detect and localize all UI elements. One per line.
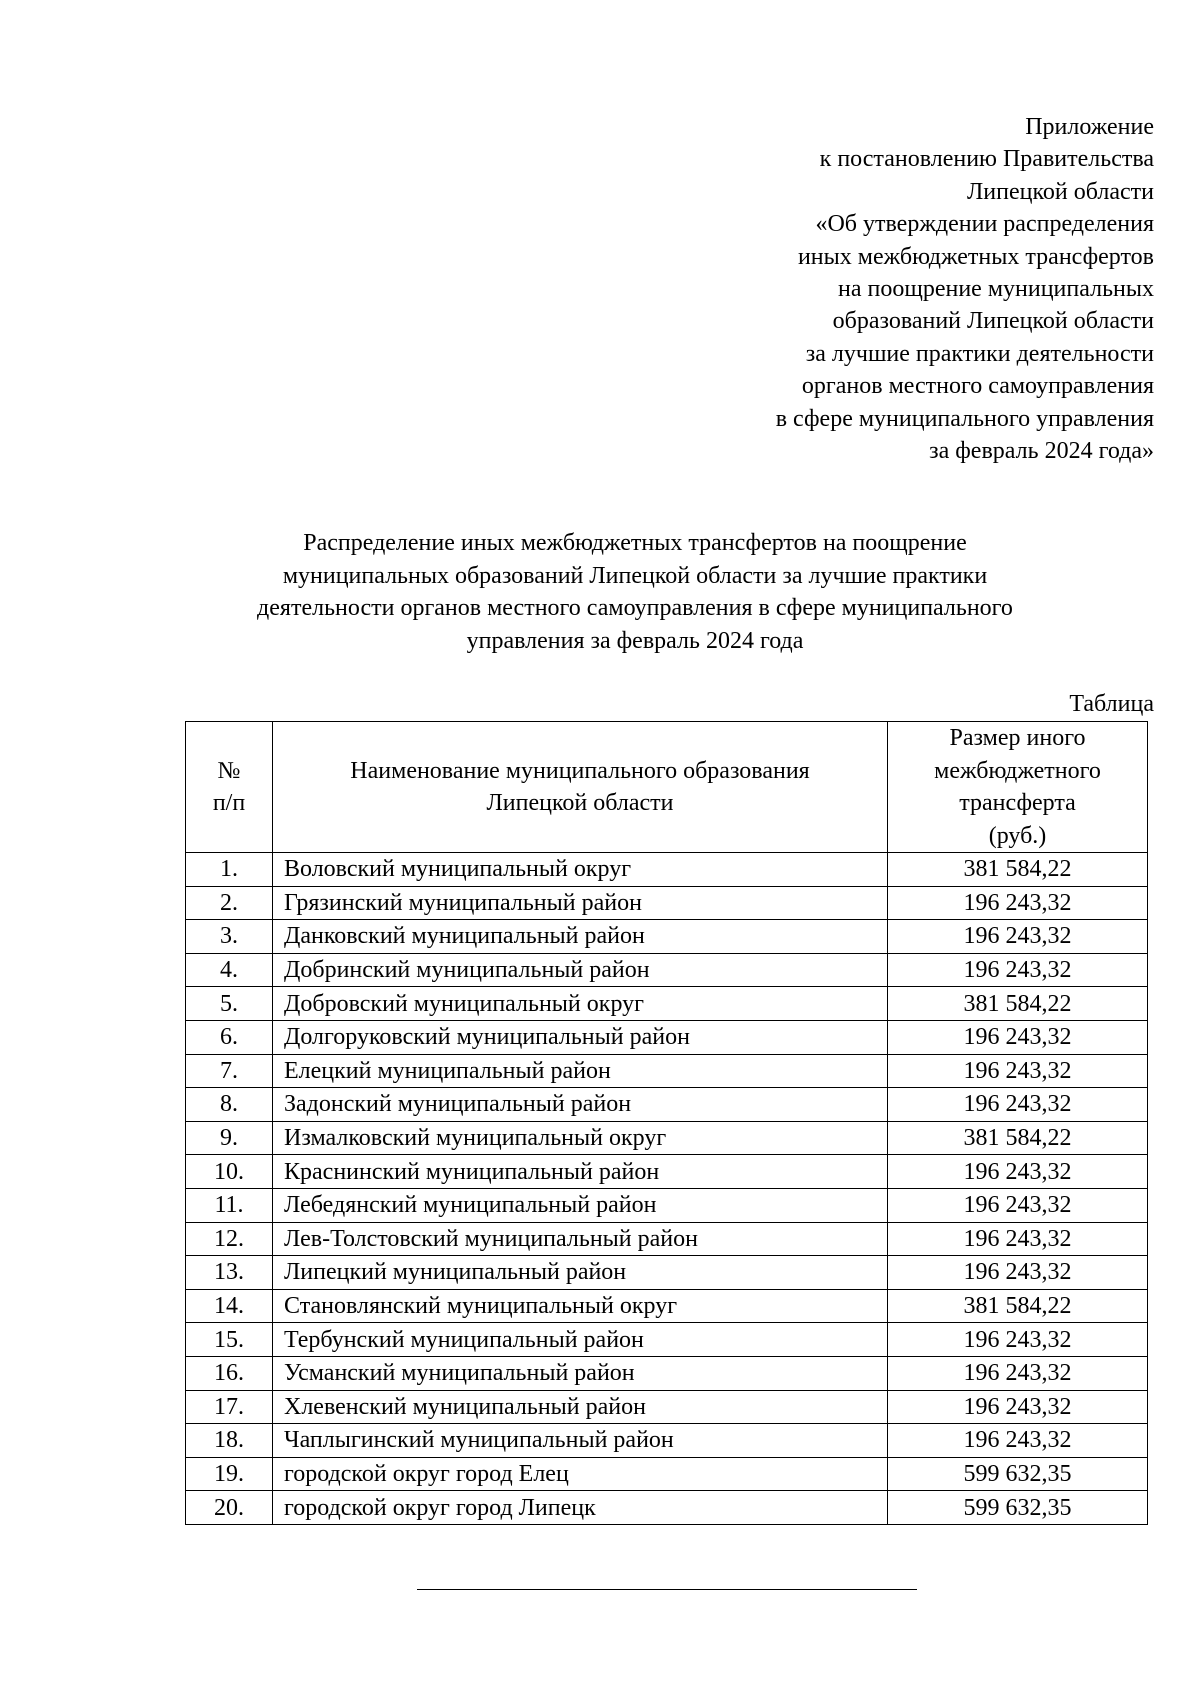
appendix-line: органов местного самоуправления (801, 373, 1154, 400)
municipality-name: Измалковский муниципальный округ (273, 1121, 888, 1155)
transfer-amount: 196 243,32 (888, 1356, 1148, 1390)
row-number: 1. (186, 853, 273, 887)
table-row (186, 1390, 1148, 1424)
table-row (186, 1323, 1148, 1357)
table-row (186, 1121, 1148, 1155)
header-line: Липецкой области (486, 790, 674, 816)
table-row (186, 1424, 1148, 1458)
municipality-name: Хлевенский муниципальный район (273, 1390, 888, 1424)
table-row (186, 953, 1148, 987)
municipality-name: Чаплыгинский муниципальный район (273, 1424, 888, 1458)
table-row (186, 1222, 1148, 1256)
title-line: Распределение иных межбюджетных трансфертов на поощрение (303, 530, 967, 556)
transfer-amount: 381 584,22 (888, 1121, 1148, 1155)
transfer-amount: 196 243,32 (888, 1020, 1148, 1054)
table-header-row (186, 722, 1148, 853)
transfer-amount: 196 243,32 (888, 1222, 1148, 1256)
transfer-amount: 381 584,22 (888, 1289, 1148, 1323)
title-line: управления за февраль 2024 года (466, 627, 804, 654)
municipality-name: городской округ город Елец (273, 1457, 888, 1491)
transfer-amount: 196 243,32 (888, 953, 1148, 987)
row-number: 4. (186, 953, 273, 987)
transfer-amount: 196 243,32 (888, 1155, 1148, 1189)
transfer-amount: 196 243,32 (888, 1188, 1148, 1222)
table-row (186, 1020, 1148, 1054)
transfer-amount: 381 584,22 (888, 853, 1148, 887)
table-row (186, 920, 1148, 954)
table-row (186, 853, 1148, 887)
transfer-amount: 196 243,32 (888, 886, 1148, 920)
header-line: (руб.) (988, 822, 1047, 849)
row-number: 7. (186, 1054, 273, 1088)
title-line: деятельности органов местного самоуправления в сфере муниципального (257, 595, 1013, 621)
header-num (186, 722, 273, 853)
header-amount (888, 722, 1148, 853)
row-number: 8. (186, 1088, 273, 1122)
header-line: Размер иного (949, 725, 1086, 751)
appendix-line: за лучшие практики деятельности (805, 340, 1154, 367)
table-row (186, 987, 1148, 1021)
municipality-name: Тербунский муниципальный район (273, 1323, 888, 1357)
row-number: 12. (186, 1222, 273, 1256)
distribution-table (185, 721, 1148, 1525)
row-number: 6. (186, 1020, 273, 1054)
row-number: 16. (186, 1356, 273, 1390)
row-number: 11. (186, 1188, 273, 1222)
row-number: 5. (186, 987, 273, 1021)
title-line: муниципальных образований Липецкой области за лучшие практики (282, 562, 988, 589)
table-row (186, 1491, 1148, 1525)
transfer-amount: 196 243,32 (888, 1256, 1148, 1290)
table-row (186, 886, 1148, 920)
row-number: 2. (186, 886, 273, 920)
appendix-line: в сфере муниципального управления (775, 405, 1154, 432)
municipality-name: Добринский муниципальный район (273, 953, 888, 987)
header-line: трансферта (959, 790, 1076, 816)
transfer-amount: 381 584,22 (888, 987, 1148, 1021)
transfer-amount: 196 243,32 (888, 1323, 1148, 1357)
table-row (186, 1457, 1148, 1491)
municipality-name: Лев-Толстовский муниципальный район (273, 1222, 888, 1256)
appendix-line: к постановлению Правительства (819, 146, 1154, 173)
municipality-name: Усманский муниципальный район (273, 1356, 888, 1390)
municipality-name: городской округ город Липецк (273, 1491, 888, 1525)
header-line: № (217, 757, 241, 784)
header-line: Наименование муниципального образования (350, 757, 810, 784)
municipality-name: Задонский муниципальный район (273, 1088, 888, 1122)
municipality-name: Данковский муниципальный район (273, 920, 888, 954)
table-row (186, 1289, 1148, 1323)
appendix-line: образований Липецкой области (832, 308, 1154, 335)
appendix-line: «Об утверждении распределения (815, 211, 1154, 238)
municipality-name: Лебедянский муниципальный район (273, 1188, 888, 1222)
municipality-name: Добровский муниципальный округ (273, 987, 888, 1021)
appendix-line: за февраль 2024 года» (929, 438, 1154, 465)
transfer-amount: 196 243,32 (888, 1088, 1148, 1122)
appendix-line: на поощрение муниципальных (838, 276, 1154, 303)
table-caption: Таблица (1069, 691, 1154, 717)
row-number: 17. (186, 1390, 273, 1424)
table-row (186, 1054, 1148, 1088)
transfer-amount: 599 632,35 (888, 1457, 1148, 1491)
table-row (186, 1356, 1148, 1390)
municipality-name: Краснинский муниципальный район (273, 1155, 888, 1189)
row-number: 19. (186, 1457, 273, 1491)
transfer-amount: 196 243,32 (888, 1390, 1148, 1424)
municipality-name: Становлянский муниципальный округ (273, 1289, 888, 1323)
row-number: 18. (186, 1424, 273, 1458)
transfer-amount: 196 243,32 (888, 1054, 1148, 1088)
municipality-name: Грязинский муниципальный район (273, 886, 888, 920)
row-number: 9. (186, 1121, 273, 1155)
appendix-block (594, 111, 1154, 467)
transfer-amount: 196 243,32 (888, 920, 1148, 954)
transfer-amount: 599 632,35 (888, 1491, 1148, 1525)
table-row (186, 1088, 1148, 1122)
municipality-name: Воловский муниципальный округ (273, 853, 888, 887)
document-title (170, 527, 1100, 657)
appendix-line: Приложение (1025, 114, 1154, 140)
transfer-amount: 196 243,32 (888, 1424, 1148, 1458)
header-name (273, 722, 888, 853)
municipality-name: Елецкий муниципальный район (273, 1054, 888, 1088)
table-row (186, 1256, 1148, 1290)
header-line: межбюджетного (934, 757, 1101, 784)
table-row (186, 1188, 1148, 1222)
municipality-name: Долгоруковский муниципальный район (273, 1020, 888, 1054)
appendix-line: Липецкой области (967, 178, 1154, 205)
row-number: 3. (186, 920, 273, 954)
header-line: п/п (212, 790, 246, 816)
appendix-line: иных межбюджетных трансфертов (797, 243, 1154, 270)
closing-separator-line (417, 1589, 917, 1590)
row-number: 13. (186, 1256, 273, 1290)
row-number: 20. (186, 1491, 273, 1525)
municipality-name: Липецкий муниципальный район (273, 1256, 888, 1290)
row-number: 10. (186, 1155, 273, 1189)
row-number: 15. (186, 1323, 273, 1357)
table-row (186, 1155, 1148, 1189)
row-number: 14. (186, 1289, 273, 1323)
